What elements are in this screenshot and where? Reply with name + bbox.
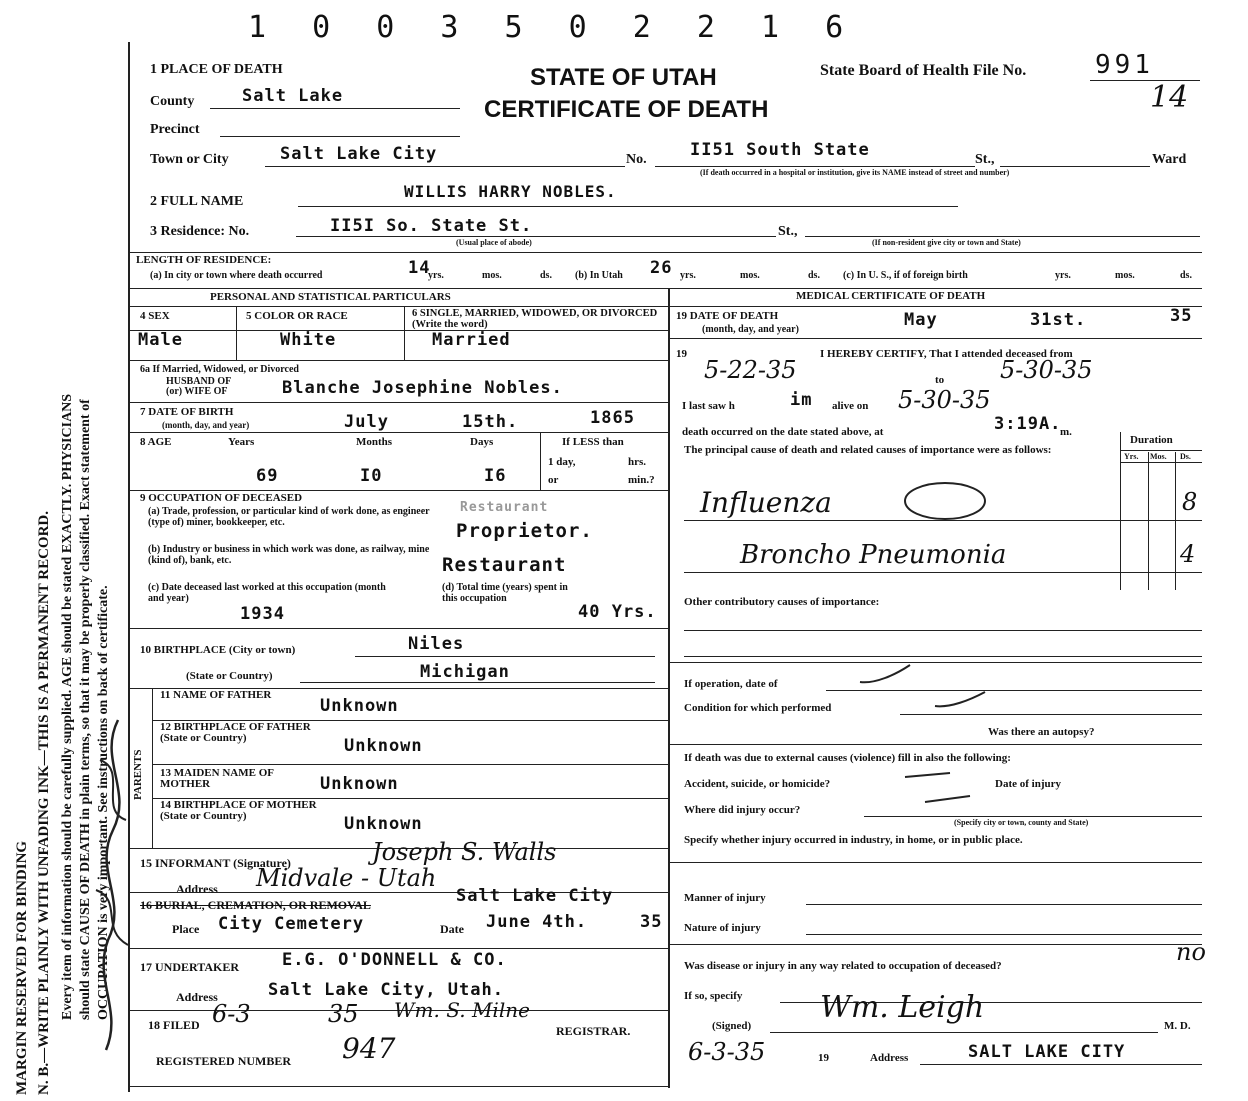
margin-ink-note: N. B.—WRITE PLAINLY WITH UNFADING INK—THIS IS A PERMANENT RECORD.: [36, 511, 52, 1095]
age-less-label: If LESS than: [562, 436, 624, 448]
margin-binding-note: MARGIN RESERVED FOR BINDING: [14, 840, 30, 1095]
registered-number-label: REGISTERED NUMBER: [156, 1054, 292, 1068]
duration-mos: Mos.: [1150, 452, 1167, 461]
undertaker-label: 17 UNDERTAKER: [140, 960, 240, 974]
dob-label: 7 DATE OF BIRTH: [140, 406, 234, 418]
duration-yrs: Yrs.: [1124, 452, 1139, 461]
burial-date: June 4th.: [486, 912, 588, 932]
dod-year: 35: [1170, 306, 1193, 326]
signed-label: (Signed): [712, 1020, 752, 1032]
md-label: M. D.: [1164, 1020, 1191, 1032]
undertaker-address-label: Address: [176, 990, 218, 1004]
undertaker-value: E.G. O'DONNELL & CO.: [282, 950, 507, 970]
marital-value: Married: [432, 330, 511, 350]
certificate-title: CERTIFICATE OF DEATH: [484, 96, 769, 123]
marital-label: 6 SINGLE, MARRIED, WIDOWED, OR DIVORCED (Write the word): [412, 308, 658, 330]
to-label: to: [935, 374, 945, 386]
age-label: 8 AGE: [140, 436, 172, 448]
age-days: I6: [484, 466, 507, 486]
ward-label: Ward: [1152, 152, 1187, 167]
length-city-label: (a) In city or town where death occurred: [150, 270, 323, 281]
length-city-years: 14: [408, 258, 431, 278]
residence-value: II5I So. State St.: [330, 216, 533, 236]
city-ds-unit: ds.: [540, 270, 552, 281]
cause-2: Broncho Pneumonia: [740, 540, 1007, 570]
us-ds-unit: ds.: [1180, 270, 1192, 281]
informant-signature: Joseph S. Walls: [372, 838, 557, 866]
occ-d-value: 40 Yrs.: [578, 602, 657, 622]
death-time-label: death occurred on the date stated above, at: [682, 426, 884, 438]
hospital-note: (If death occurred in a hospital or institution, give its NAME instead of street and number): [700, 168, 1010, 177]
operation-check-mark: [855, 660, 915, 690]
duration-ds: Ds.: [1180, 452, 1191, 461]
last-saw-date: 5-30-35: [898, 386, 991, 414]
dob-year: 1865: [590, 408, 635, 428]
cemetery-value: City Cemetery: [218, 914, 365, 934]
medical-heading: MEDICAL CERTIFICATE OF DEATH: [796, 290, 986, 302]
occ-c-label: (c) Date deceased last worked at this occupation (month and year): [148, 582, 386, 604]
state-title: STATE OF UTAH: [530, 64, 717, 91]
where-label: Where did injury occur?: [684, 804, 801, 816]
father-birthplace: Unknown: [344, 736, 423, 756]
duration-label: Duration: [1130, 434, 1173, 446]
us-mos-unit: mos.: [1115, 270, 1135, 281]
age-days-label: Days: [470, 436, 494, 448]
accident-dash: [900, 765, 960, 785]
filed-year: 35: [328, 1000, 359, 1028]
external-label: If death was due to external causes (violence) fill in also the following:: [684, 752, 1011, 764]
occupation-label: 9 OCCUPATION OF DECEASED: [140, 492, 303, 504]
informant-label: 15 INFORMANT (Signature): [140, 856, 291, 870]
contributory-label: Other contributory causes of importance:: [684, 596, 880, 608]
burial-year: 35: [640, 912, 663, 932]
signature-date: 6-3-35: [688, 1038, 766, 1066]
occ-a-faint: Restaurant: [460, 500, 549, 515]
age-months: I0: [360, 466, 383, 486]
precinct-label: Precinct: [150, 122, 200, 137]
condition-label: Condition for which performed: [684, 702, 832, 714]
age-years-label: Years: [228, 436, 255, 448]
occ-b-value: Restaurant: [442, 554, 567, 576]
place-of-death-label: 1 PLACE OF DEATH: [150, 62, 283, 77]
length-residence-label: LENGTH OF RESIDENCE:: [136, 254, 272, 266]
margin-instruction-2: should state CAUSE OF DEATH in plain terms, so that it may be properly classified. Exact statement of: [78, 399, 93, 1020]
accident-label: Accident, suicide, or homicide?: [684, 778, 831, 790]
min-label: min.?: [628, 474, 655, 486]
dod-month: May: [904, 310, 938, 330]
corner-mark: 14: [1150, 80, 1189, 115]
attended-from: 5-22-35: [704, 356, 797, 384]
physician-address: SALT LAKE CITY: [968, 1042, 1126, 1062]
physician-address-label: Address: [870, 1052, 909, 1064]
occ-c-value: 1934: [240, 604, 285, 624]
mother-value: Unknown: [320, 774, 399, 794]
spouse-label-2: HUSBAND OF: [166, 376, 232, 387]
board-file-label: State Board of Health File No.: [820, 62, 1027, 79]
full-name-label: 2 FULL NAME: [150, 194, 244, 209]
us-yrs-unit: yrs.: [1055, 270, 1071, 281]
registered-number: 947: [342, 1032, 396, 1065]
utah-yrs-unit: yrs.: [680, 270, 696, 281]
manner-label: Manner of injury: [684, 892, 766, 904]
injury-date-label: Date of injury: [995, 778, 1061, 790]
utah-mos-unit: mos.: [740, 270, 760, 281]
margin-instruction-1: Every item of information should be carefully supplied. AGE should be stated EXACTLY. PHYSICIANS: [60, 393, 75, 1020]
mother-birthplace-label: 14 BIRTHPLACE OF MOTHER (State or Country): [160, 799, 317, 822]
death-time: 3:19A.: [994, 414, 1062, 434]
where-dash: [920, 790, 980, 810]
hrs-label: hrs.: [628, 456, 647, 468]
spouse-value: Blanche Josephine Nobles.: [282, 378, 563, 398]
attended-to: 5-30-35: [1000, 356, 1093, 384]
mother-birthplace: Unknown: [344, 814, 423, 834]
dob-day: 15th.: [462, 412, 519, 432]
length-utah-years: 26: [650, 258, 673, 278]
dob-month: July: [344, 412, 389, 432]
age-years: 69: [256, 466, 279, 486]
residence-label: 3 Residence: No.: [150, 224, 250, 239]
father-birthplace-label: 12 BIRTHPLACE OF FATHER (State or Country): [160, 721, 311, 744]
occ-b-label: (b) Industry or business in which work was done, as railway, mine (kind of), bank, etc.: [148, 544, 430, 566]
full-name-value: WILLIS HARRY NOBLES.: [404, 182, 617, 201]
county-label: County: [150, 94, 195, 109]
registrar-signature: Wm. S. Milne: [394, 998, 530, 1022]
color-label: 5 COLOR OR RACE: [246, 310, 348, 322]
burial-place: Salt Lake City: [456, 886, 614, 906]
undertaker-address: Salt Lake City, Utah.: [268, 980, 504, 1000]
cause-1: Influenza: [700, 486, 832, 519]
autopsy-label: Was there an autopsy?: [988, 726, 1095, 738]
or-label: or: [548, 474, 559, 486]
physician-signature: Wm. Leigh: [820, 990, 985, 1025]
birth-state: Michigan: [420, 662, 510, 682]
industry-label: Specify whether injury occurred in industry, in home, or in public place.: [684, 834, 1023, 846]
length-utah-label: (b) In Utah: [575, 270, 623, 281]
sex-label: 4 SEX: [140, 310, 170, 322]
related-label: Was disease or injury in any way related to occupation of deceased?: [684, 960, 1002, 972]
informant-address-label: Address: [176, 882, 218, 896]
parents-label: PARENTS: [132, 749, 144, 800]
cause-1-circle: [900, 480, 990, 522]
occ-d-label: (d) Total time (years) spent in this occupation: [442, 582, 568, 604]
signature-year-prefix: 19: [818, 1052, 829, 1064]
occ-a-value: Proprietor.: [456, 520, 593, 542]
spouse-label-1: 6a If Married, Widowed, or Divorced: [140, 364, 299, 375]
street-value: II51 South State: [690, 140, 870, 160]
length-us-label: (c) In U. S., if of foreign birth: [843, 270, 968, 281]
personal-heading: PERSONAL AND STATISTICAL PARTICULARS: [210, 291, 451, 303]
filed-date: 6-3: [212, 1000, 251, 1028]
dod-day: 31st.: [1030, 310, 1087, 330]
certify-number: 19: [676, 348, 687, 360]
usual-abode-note: (Usual place of abode): [456, 238, 532, 247]
cause-2-duration: 4: [1180, 540, 1196, 568]
burial-place-label: Place: [172, 922, 200, 936]
dob-sub: (month, day, and year): [162, 420, 250, 430]
file-stamp-number: 1 0 0 3 5 0 2 2 1 6: [248, 10, 858, 45]
dod-label: 19 DATE OF DEATH: [676, 310, 779, 322]
spouse-label-3: (or) WIFE OF: [166, 386, 228, 397]
nonresident-note: (If non-resident give city or town and State): [872, 238, 1021, 247]
filed-label: 18 FILED: [148, 1018, 200, 1032]
related-value: no: [1176, 938, 1206, 966]
birth-city: Niles: [408, 634, 465, 654]
registrar-label: REGISTRAR.: [556, 1024, 631, 1038]
condition-check-mark: [930, 688, 990, 713]
birth-state-label: (State or Country): [186, 670, 273, 682]
utah-ds-unit: ds.: [808, 270, 820, 281]
county-value: Salt Lake: [242, 86, 344, 106]
town-label: Town or City: [150, 152, 229, 167]
dod-sub: (month, day, and year): [702, 324, 799, 335]
cause-1-duration: 8: [1182, 488, 1198, 516]
one-day-label: 1 day,: [548, 456, 576, 468]
board-file-number: 991: [1095, 50, 1154, 80]
town-value: Salt Lake City: [280, 144, 438, 164]
burial-label: 16 BURIAL, CREMATION, OR REMOVAL: [140, 898, 371, 912]
nature-label: Nature of injury: [684, 922, 761, 934]
alive-on-label: alive on: [832, 400, 869, 412]
age-months-label: Months: [356, 436, 393, 448]
certify-label: I HEREBY CERTIFY, That I attended deceased from: [820, 348, 1073, 360]
last-saw-label: I last saw h: [682, 400, 735, 412]
color-value: White: [280, 330, 337, 350]
if-so-label: If so, specify: [684, 990, 743, 1002]
city-yrs-unit: yrs.: [428, 270, 444, 281]
sex-value: Male: [138, 330, 183, 350]
cause-label: The principal cause of death and related causes of importance were as follows:: [684, 444, 1052, 456]
mother-label: 13 MAIDEN NAME OF MOTHER: [160, 767, 274, 790]
street-st-label: St.,: [975, 152, 995, 167]
death-time-m: m.: [1060, 426, 1072, 438]
father-value: Unknown: [320, 696, 399, 716]
street-no-label: No.: [626, 152, 647, 167]
residence-st-label: St.,: [778, 224, 798, 239]
operation-label: If operation, date of: [684, 678, 778, 690]
city-mos-unit: mos.: [482, 270, 502, 281]
birthplace-label: 10 BIRTHPLACE (City or town): [140, 644, 296, 656]
last-saw-him: im: [790, 390, 813, 410]
specify-place-note: (Specify city or town, county and State): [954, 818, 1089, 827]
informant-address: Midvale - Utah: [256, 864, 437, 892]
margin-instruction-3: OCCUPATION is very important. See instructions on back of certificate.: [96, 585, 111, 1020]
father-label: 11 NAME OF FATHER: [160, 689, 272, 701]
burial-date-label: Date: [440, 922, 464, 936]
occ-a-label: (a) Trade, profession, or particular kind of work done, as engineer (type of) miner, bookkeeper, etc.: [148, 506, 430, 528]
